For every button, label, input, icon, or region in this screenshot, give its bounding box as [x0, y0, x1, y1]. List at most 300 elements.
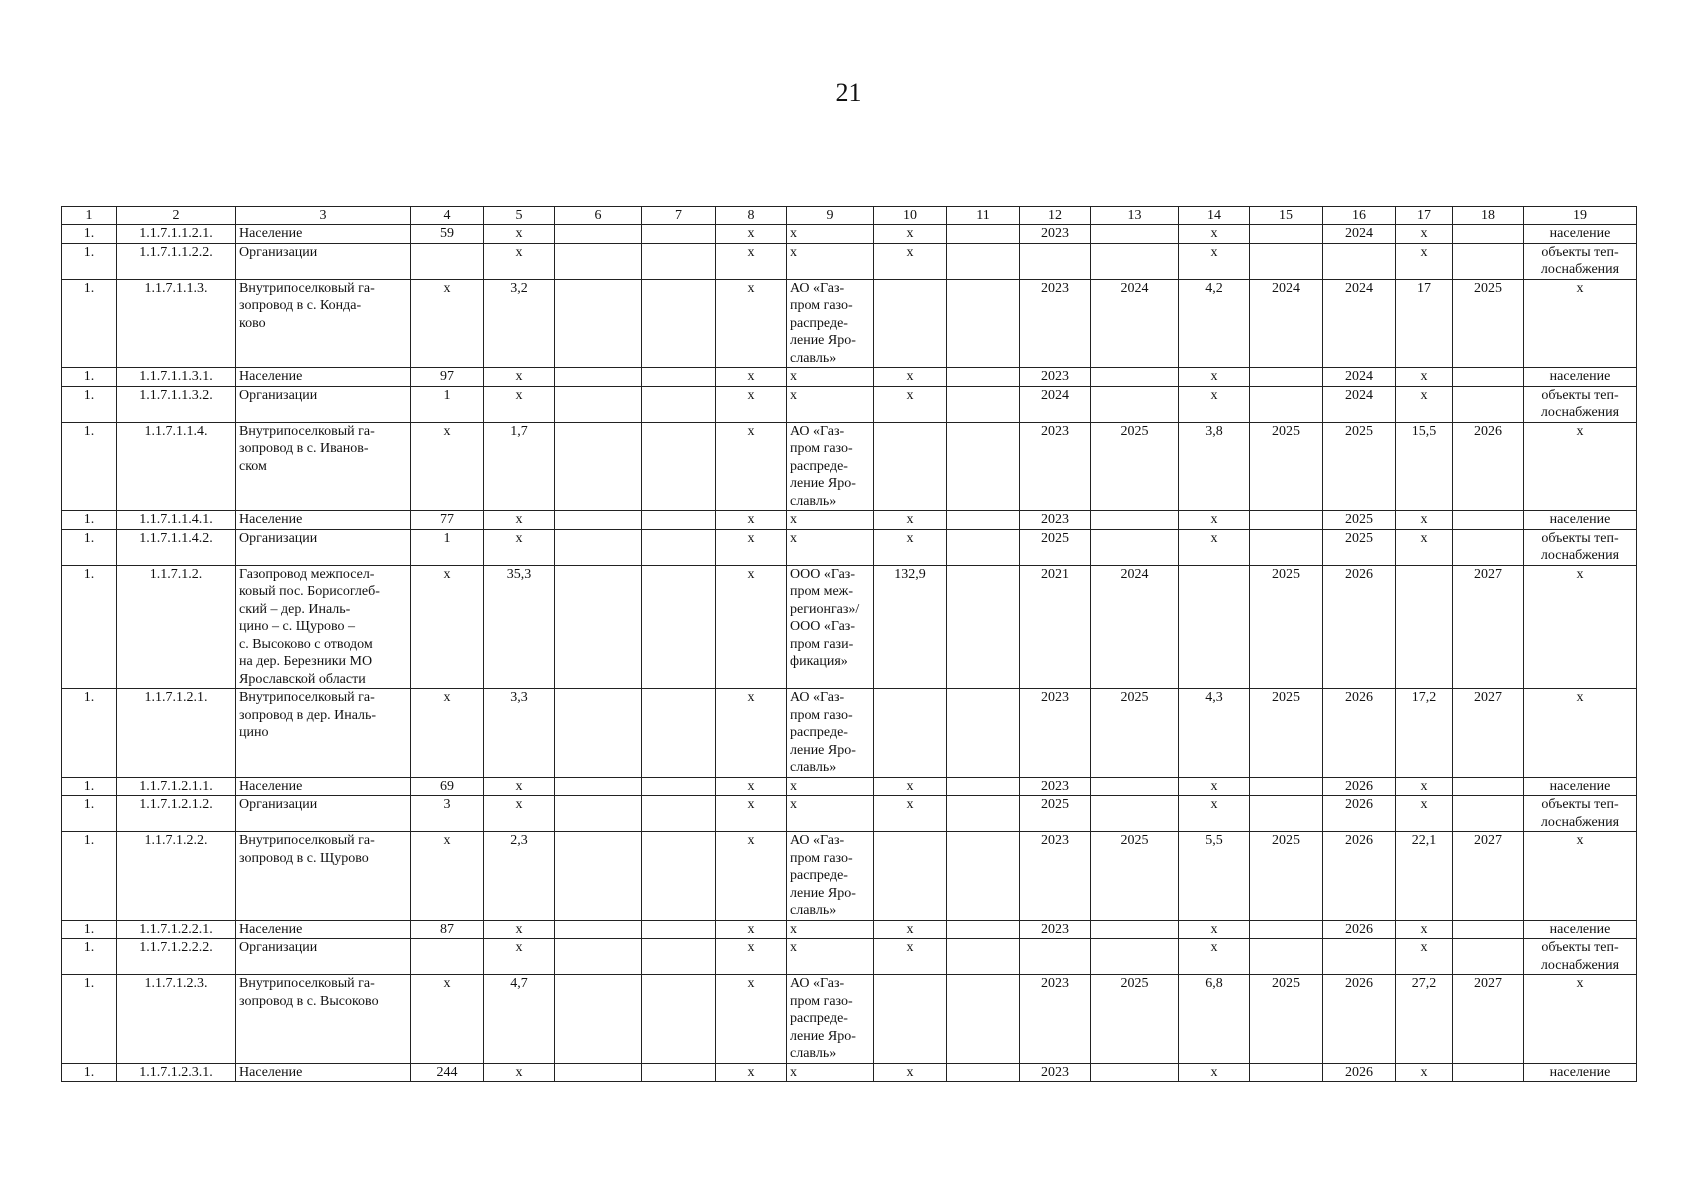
table-cell: x: [874, 1063, 947, 1082]
table-row: [62, 243, 1637, 279]
table-cell: [947, 243, 1020, 279]
table-cell: 2025: [1250, 832, 1323, 921]
table-cell: Население: [236, 225, 411, 244]
table-cell: 1.: [62, 777, 117, 796]
table-cell: x: [484, 1063, 555, 1082]
table-cell: 244: [411, 1063, 484, 1082]
table-cell: [947, 689, 1020, 778]
header-cell: 2: [117, 207, 236, 225]
table-cell: население: [1524, 777, 1637, 796]
table-cell: 2023: [1020, 368, 1091, 387]
table-cell: x: [1179, 1063, 1250, 1082]
table-cell: 3,3: [484, 689, 555, 778]
table-cell: АО «Газ- пром газо- распреде- ление Яро- славль»: [787, 832, 874, 921]
table-cell: x: [716, 832, 787, 921]
table-cell: x: [484, 368, 555, 387]
table-row: [62, 565, 1637, 689]
table-cell: 2023: [1020, 1063, 1091, 1082]
table-cell: 2027: [1453, 689, 1524, 778]
table-cell: 2021: [1020, 565, 1091, 689]
table-cell: x: [787, 1063, 874, 1082]
table-cell: x: [1396, 529, 1453, 565]
table-cell: x: [1524, 422, 1637, 511]
header-cell: 18: [1453, 207, 1524, 225]
table-cell: ООО «Газ- пром меж- регионгаз»/ ООО «Газ- пром гази- фикация»: [787, 565, 874, 689]
table-cell: 2025: [1323, 422, 1396, 511]
table-cell: x: [1179, 796, 1250, 832]
table-cell: [555, 529, 642, 565]
table-cell: [555, 565, 642, 689]
table-cell: 2024: [1323, 368, 1396, 387]
table-cell: [947, 1063, 1020, 1082]
table-cell: 1.1.7.1.2.2.2.: [117, 939, 236, 975]
table-row: [62, 832, 1637, 921]
header-cell: 5: [484, 207, 555, 225]
table-cell: x: [787, 939, 874, 975]
table-cell: [1453, 368, 1524, 387]
table-cell: [874, 689, 947, 778]
table-cell: [1250, 920, 1323, 939]
table-cell: 2025: [1323, 511, 1396, 530]
table-row: [62, 975, 1637, 1064]
table-cell: [1250, 1063, 1323, 1082]
table-cell: x: [874, 529, 947, 565]
table-cell: x: [484, 225, 555, 244]
table-cell: x: [787, 920, 874, 939]
table-cell: x: [1396, 920, 1453, 939]
table-cell: 1.1.7.1.2.3.1.: [117, 1063, 236, 1082]
header-cell: 17: [1396, 207, 1453, 225]
table-cell: x: [1524, 279, 1637, 368]
table-cell: x: [1179, 777, 1250, 796]
table-cell: [1091, 511, 1179, 530]
table-cell: 1.1.7.1.1.4.: [117, 422, 236, 511]
table-cell: [947, 368, 1020, 387]
table-cell: 1: [411, 529, 484, 565]
table-cell: Население: [236, 1063, 411, 1082]
table-cell: Организации: [236, 386, 411, 422]
table-cell: [555, 386, 642, 422]
table-cell: 87: [411, 920, 484, 939]
table-cell: x: [787, 243, 874, 279]
table-cell: x: [1396, 368, 1453, 387]
table-cell: x: [484, 529, 555, 565]
table-cell: 2025: [1091, 689, 1179, 778]
table-cell: АО «Газ- пром газо- распреде- ление Яро- славль»: [787, 689, 874, 778]
table-cell: 2025: [1091, 832, 1179, 921]
table-cell: x: [1524, 689, 1637, 778]
table-cell: x: [1396, 225, 1453, 244]
table-cell: 3,2: [484, 279, 555, 368]
table-cell: [555, 279, 642, 368]
table-cell: x: [411, 565, 484, 689]
table-cell: [555, 689, 642, 778]
table-cell: x: [716, 225, 787, 244]
table-cell: [555, 832, 642, 921]
table-cell: [1323, 243, 1396, 279]
table-cell: x: [484, 777, 555, 796]
table-cell: Внутрипоселковый га- зопровод в с. Высоково: [236, 975, 411, 1064]
table-cell: [947, 920, 1020, 939]
table-cell: 2023: [1020, 832, 1091, 921]
table-cell: 4,7: [484, 975, 555, 1064]
table-cell: 2025: [1250, 689, 1323, 778]
table-cell: x: [787, 225, 874, 244]
table-cell: [555, 225, 642, 244]
table-cell: 4,3: [1179, 689, 1250, 778]
table-cell: 1: [411, 386, 484, 422]
table-cell: 22,1: [1396, 832, 1453, 921]
table-cell: [1091, 777, 1179, 796]
table-cell: [1020, 939, 1091, 975]
table-cell: 1.: [62, 386, 117, 422]
table-cell: x: [787, 368, 874, 387]
header-cell: 11: [947, 207, 1020, 225]
table-cell: [947, 796, 1020, 832]
table-cell: [1396, 565, 1453, 689]
table-cell: 1.: [62, 279, 117, 368]
table-row: [62, 511, 1637, 530]
table-cell: [555, 796, 642, 832]
table-cell: [1453, 796, 1524, 832]
table-cell: Внутрипоселковый га- зопровод в с. Конда- ково: [236, 279, 411, 368]
table-cell: 2,3: [484, 832, 555, 921]
header-cell: 10: [874, 207, 947, 225]
table-cell: [642, 368, 716, 387]
table-cell: [642, 1063, 716, 1082]
table-cell: 2024: [1323, 225, 1396, 244]
table-cell: 1.1.7.1.1.4.1.: [117, 511, 236, 530]
table-cell: Внутрипоселковый га- зопровод в с. Щурово: [236, 832, 411, 921]
table-cell: 2025: [1020, 529, 1091, 565]
table-cell: 2026: [1323, 920, 1396, 939]
table-cell: 2025: [1250, 975, 1323, 1064]
table-cell: 1.: [62, 243, 117, 279]
table-cell: x: [716, 689, 787, 778]
table-cell: [555, 243, 642, 279]
table-cell: [947, 225, 1020, 244]
header-cell: 8: [716, 207, 787, 225]
table-cell: x: [411, 279, 484, 368]
table-cell: население: [1524, 920, 1637, 939]
table-cell: 2023: [1020, 975, 1091, 1064]
table-cell: 4,2: [1179, 279, 1250, 368]
table-cell: 2026: [1323, 832, 1396, 921]
table-cell: Организации: [236, 529, 411, 565]
table-cell: [1091, 225, 1179, 244]
table-cell: [1091, 368, 1179, 387]
table-cell: [555, 511, 642, 530]
table-cell: 77: [411, 511, 484, 530]
table-cell: [1250, 529, 1323, 565]
table-cell: [1250, 777, 1323, 796]
table-cell: 1.1.7.1.1.3.: [117, 279, 236, 368]
table-cell: 3: [411, 796, 484, 832]
table-cell: x: [716, 386, 787, 422]
table-cell: население: [1524, 1063, 1637, 1082]
table-cell: население: [1524, 511, 1637, 530]
table-cell: 132,9: [874, 565, 947, 689]
table-cell: x: [484, 796, 555, 832]
table-cell: 1.: [62, 939, 117, 975]
table-cell: x: [787, 529, 874, 565]
table-cell: 2025: [1250, 565, 1323, 689]
table-cell: 2023: [1020, 279, 1091, 368]
table-cell: [1091, 529, 1179, 565]
table-cell: [1091, 1063, 1179, 1082]
table-row: [62, 796, 1637, 832]
table-cell: объекты теп- лоснабжения: [1524, 939, 1637, 975]
table-cell: [947, 939, 1020, 975]
table-cell: 2026: [1323, 689, 1396, 778]
table-cell: [1091, 796, 1179, 832]
table-cell: 1,7: [484, 422, 555, 511]
table-cell: x: [716, 777, 787, 796]
table-cell: x: [1396, 386, 1453, 422]
table-cell: 2025: [1020, 796, 1091, 832]
header-cell: 3: [236, 207, 411, 225]
table-cell: [1453, 511, 1524, 530]
table-cell: 1.1.7.1.2.: [117, 565, 236, 689]
table-cell: 1.: [62, 422, 117, 511]
table-row: [62, 1063, 1637, 1082]
table-cell: население: [1524, 225, 1637, 244]
table-cell: x: [1396, 796, 1453, 832]
table-cell: 3,8: [1179, 422, 1250, 511]
table-cell: 1.1.7.1.1.3.2.: [117, 386, 236, 422]
table-cell: x: [874, 939, 947, 975]
table-row: [62, 689, 1637, 778]
table-cell: 2025: [1091, 422, 1179, 511]
table-cell: x: [716, 796, 787, 832]
table-cell: x: [411, 422, 484, 511]
table-cell: Организации: [236, 939, 411, 975]
table-cell: АО «Газ- пром газо- распреде- ление Яро- славль»: [787, 975, 874, 1064]
table-cell: [555, 975, 642, 1064]
table-cell: 2023: [1020, 920, 1091, 939]
table-cell: [947, 832, 1020, 921]
header-cell: 14: [1179, 207, 1250, 225]
table-cell: [642, 975, 716, 1064]
table-cell: Население: [236, 777, 411, 796]
table-cell: 1.: [62, 1063, 117, 1082]
table-cell: [1020, 243, 1091, 279]
table-cell: [555, 368, 642, 387]
table-cell: 1.: [62, 975, 117, 1064]
table-cell: [642, 920, 716, 939]
table-cell: [555, 422, 642, 511]
table-row: [62, 386, 1637, 422]
table-cell: 1.: [62, 920, 117, 939]
table-cell: x: [874, 796, 947, 832]
table-cell: [642, 529, 716, 565]
table-cell: [1091, 243, 1179, 279]
table-cell: 2025: [1453, 279, 1524, 368]
table-cell: [1323, 939, 1396, 975]
table-cell: [1250, 939, 1323, 975]
table-cell: 1.: [62, 832, 117, 921]
table-cell: 1.1.7.1.2.1.2.: [117, 796, 236, 832]
header-cell: 7: [642, 207, 716, 225]
table-cell: 2025: [1250, 422, 1323, 511]
table-cell: [642, 422, 716, 511]
table-cell: 2023: [1020, 689, 1091, 778]
table-cell: x: [484, 939, 555, 975]
table-cell: [411, 243, 484, 279]
table-cell: x: [1179, 368, 1250, 387]
table-cell: x: [716, 565, 787, 689]
table-cell: [1179, 565, 1250, 689]
header-cell: 9: [787, 207, 874, 225]
table-cell: x: [411, 832, 484, 921]
table-cell: 59: [411, 225, 484, 244]
table-cell: [555, 920, 642, 939]
table-cell: 2023: [1020, 511, 1091, 530]
table-cell: 1.1.7.1.2.1.1.: [117, 777, 236, 796]
table-cell: [642, 243, 716, 279]
table-cell: [1453, 920, 1524, 939]
table-cell: 2024: [1091, 279, 1179, 368]
table-cell: x: [1179, 511, 1250, 530]
table-cell: x: [1396, 243, 1453, 279]
table-cell: 1.: [62, 796, 117, 832]
table-cell: x: [874, 920, 947, 939]
table-cell: 2024: [1250, 279, 1323, 368]
table-row: [62, 225, 1637, 244]
table-cell: 69: [411, 777, 484, 796]
table-cell: [874, 279, 947, 368]
table-cell: объекты теп- лоснабжения: [1524, 796, 1637, 832]
table-cell: 2025: [1091, 975, 1179, 1064]
table-cell: x: [1524, 975, 1637, 1064]
table-cell: x: [1396, 939, 1453, 975]
table-cell: [1453, 777, 1524, 796]
table-cell: Население: [236, 920, 411, 939]
header-cell: 16: [1323, 207, 1396, 225]
table-cell: 2026: [1323, 1063, 1396, 1082]
table-cell: Население: [236, 368, 411, 387]
table-cell: [642, 939, 716, 975]
table-row: [62, 777, 1637, 796]
table-cell: x: [787, 796, 874, 832]
table-cell: [1091, 920, 1179, 939]
table-cell: 1.1.7.1.1.2.1.: [117, 225, 236, 244]
table-cell: Организации: [236, 796, 411, 832]
table-cell: 1.1.7.1.2.3.: [117, 975, 236, 1064]
table-cell: Внутрипоселковый га- зопровод в с. Иванов- ском: [236, 422, 411, 511]
table-cell: x: [716, 422, 787, 511]
page-number: 21: [835, 78, 862, 107]
table-cell: 2024: [1323, 279, 1396, 368]
header-cell: 12: [1020, 207, 1091, 225]
table-cell: x: [874, 243, 947, 279]
table-cell: x: [874, 225, 947, 244]
table-cell: 5,5: [1179, 832, 1250, 921]
table-cell: x: [874, 777, 947, 796]
table-cell: x: [1396, 511, 1453, 530]
table-cell: [1453, 529, 1524, 565]
table-cell: 1.1.7.1.1.4.2.: [117, 529, 236, 565]
table-cell: 27,2: [1396, 975, 1453, 1064]
table-cell: 2024: [1020, 386, 1091, 422]
table-cell: [1091, 386, 1179, 422]
table-cell: [1453, 939, 1524, 975]
table-cell: x: [1396, 1063, 1453, 1082]
table-cell: x: [716, 368, 787, 387]
table-cell: [642, 511, 716, 530]
table-cell: 2026: [1323, 796, 1396, 832]
table-cell: x: [1179, 386, 1250, 422]
table-cell: [1250, 511, 1323, 530]
table-cell: 2026: [1453, 422, 1524, 511]
table-cell: 2023: [1020, 777, 1091, 796]
table-cell: [642, 689, 716, 778]
header-cell: 6: [555, 207, 642, 225]
table-cell: x: [874, 368, 947, 387]
table-cell: 15,5: [1396, 422, 1453, 511]
table-cell: [1250, 796, 1323, 832]
table-row: [62, 422, 1637, 511]
table-cell: x: [716, 243, 787, 279]
table-cell: Газопровод межпосел- ковый пос. Борисоглеб- ский – дер. Иналь- цино – с. Щурово – с. Высоково с отводом на дер. Березники МО Ярославской области: [236, 565, 411, 689]
data-table: [61, 206, 1637, 1082]
header-cell: 1: [62, 207, 117, 225]
table-cell: объекты теп- лоснабжения: [1524, 243, 1637, 279]
table-cell: 2026: [1323, 777, 1396, 796]
header-cell: 13: [1091, 207, 1179, 225]
table-cell: [411, 939, 484, 975]
table-cell: объекты теп- лоснабжения: [1524, 386, 1637, 422]
table-cell: Внутрипоселковый га- зопровод в дер. Иналь- цино: [236, 689, 411, 778]
table-cell: 2023: [1020, 422, 1091, 511]
table-cell: [1453, 225, 1524, 244]
table-cell: x: [1179, 529, 1250, 565]
table-cell: [1250, 243, 1323, 279]
table-cell: x: [484, 511, 555, 530]
table-cell: x: [716, 1063, 787, 1082]
table-cell: [874, 422, 947, 511]
header-cell: 19: [1524, 207, 1637, 225]
table-cell: x: [1524, 832, 1637, 921]
table-cell: 1.1.7.1.2.2.: [117, 832, 236, 921]
table-cell: 1.1.7.1.2.2.1.: [117, 920, 236, 939]
table-cell: 97: [411, 368, 484, 387]
table-cell: x: [1179, 243, 1250, 279]
table-cell: [947, 565, 1020, 689]
table-cell: [555, 939, 642, 975]
table-cell: x: [716, 529, 787, 565]
table-cell: x: [411, 689, 484, 778]
table-cell: 2024: [1323, 386, 1396, 422]
header-cell: 15: [1250, 207, 1323, 225]
table-cell: x: [484, 920, 555, 939]
table-row: [62, 529, 1637, 565]
table-cell: [947, 777, 1020, 796]
table-cell: объекты теп- лоснабжения: [1524, 529, 1637, 565]
table-row: [62, 368, 1637, 387]
table-cell: 2024: [1091, 565, 1179, 689]
table-cell: x: [716, 279, 787, 368]
table-cell: [555, 1063, 642, 1082]
table-cell: x: [874, 511, 947, 530]
table-cell: x: [484, 243, 555, 279]
table-cell: [947, 975, 1020, 1064]
table-cell: 1.: [62, 689, 117, 778]
table-cell: x: [484, 386, 555, 422]
table-cell: [1250, 225, 1323, 244]
table-cell: 1.: [62, 565, 117, 689]
table-cell: 2026: [1323, 975, 1396, 1064]
